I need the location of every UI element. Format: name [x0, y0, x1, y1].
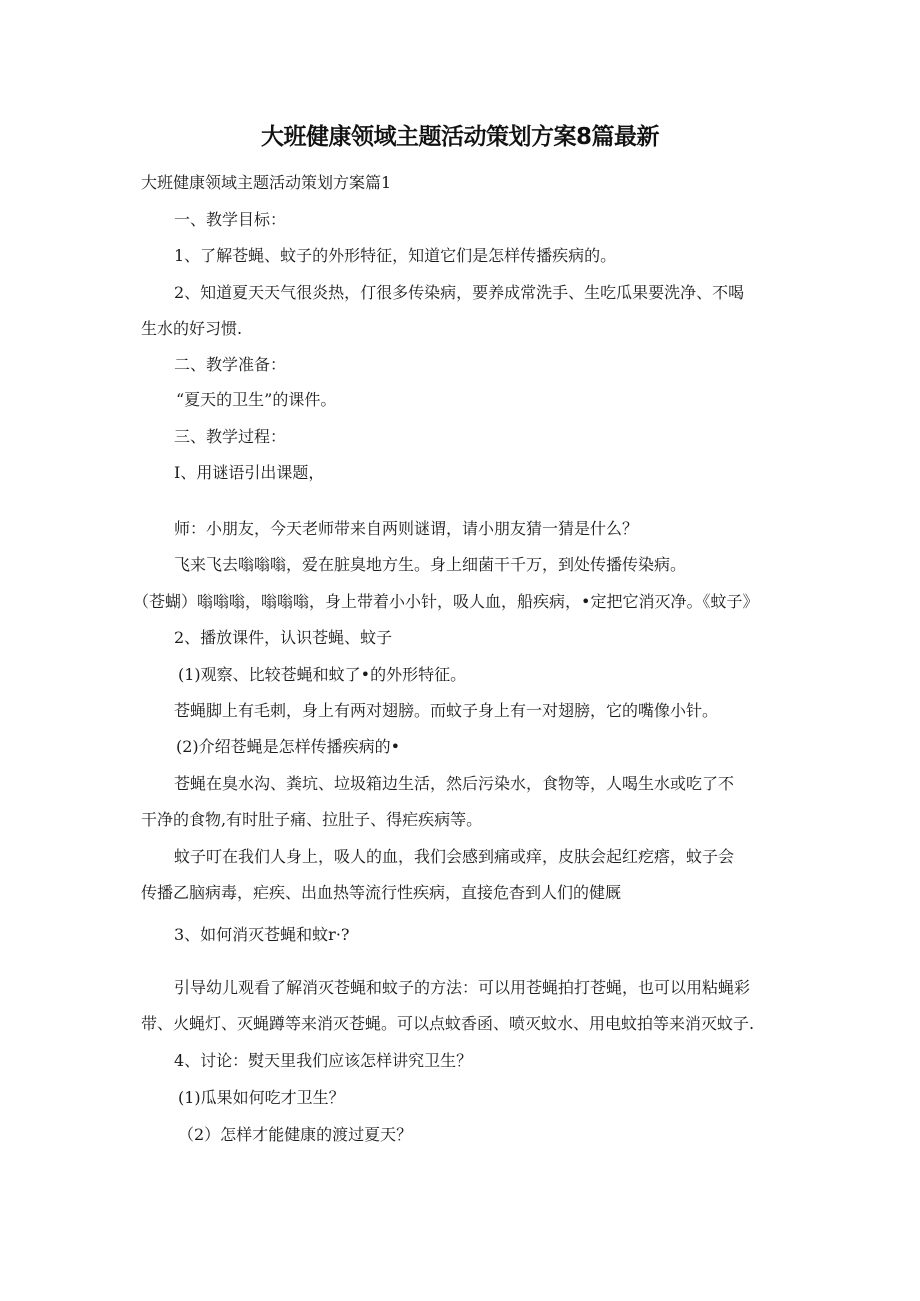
paragraph-line: I、用谜语引出课题， [174, 463, 325, 482]
paragraph-line: 三、教学过程： [174, 427, 287, 446]
paragraph-line: 4、讨论：熨天里我们应该怎样讲究卫生？ [174, 1051, 473, 1070]
paragraph-line: 二、教学准备： [174, 355, 287, 374]
paragraph-line: “夏天的卫生”的课件。 [176, 390, 337, 409]
paragraph-line: 干净的食物,有时肚子痛、拉肚子、得疟疾病等。 [141, 810, 483, 829]
paragraph-line: 一、教学目标： [174, 210, 287, 229]
paragraph-line: 引导幼儿观看了解消灭苍蝇和蚊子的方法：可以用苍蝇拍打苍蝇，也可以用粘蝇彩 [174, 978, 751, 997]
paragraph-line: 带、火蝇灯、灭蝇蹲等来消灭苍蝇。可以点蚊香函、喷灭蚊水、用电蚊拍等来消灭蚊子. [141, 1014, 755, 1033]
paragraph-line: 蚊子叮在我们人身上，吸人的血，我们会感到痛或痒，皮肤会起红疙瘩，蚊子会 [174, 847, 735, 866]
paragraph-line: 1、了解苍蝇、蚊子的外形特征，知道它们是怎样传播疾病的。 [174, 246, 617, 265]
paragraph-line: 师：小朋友，今天老师带来自两则谜谓，请小朋友猜一猜是什么？ [174, 519, 639, 538]
paragraph-line: 苍蝇在臭水沟、粪坑、垃圾箱边生活，然后污染水，食物等，人喝生水或吃了不 [174, 774, 735, 793]
paragraph-line: (1)观察、比较苍蝇和蚊了•的外形特征。 [178, 665, 467, 684]
paragraph-line: （2）怎样才能健康的渡过夏天？ [178, 1125, 413, 1144]
paragraph-line: (2)介绍苍蝇是怎样传播疾病的• [176, 737, 401, 756]
paragraph-line: 苍蝇脚上有毛刺，身上有两对翅膀。而蚊子身上有一对翅膀，它的嘴像小针。 [174, 701, 719, 720]
paragraph-line: 传播乙脑病毒，疟疾、出血热等流行性疾病，直接危杳到人们的健厩 [141, 883, 622, 902]
paragraph-line: 2、知道夏天天气很炎热，仃很多传染病，要养成常洗手、生吃瓜果要洗净、不喝 [174, 283, 745, 302]
paragraph-line: 生水的好习惯. [141, 319, 243, 338]
document-title: 大班健康领域主题活动策划方案8篇最新 [260, 124, 659, 150]
paragraph-line: （苍蝴）嗡嗡嗡，嗡嗡嗡，身上带着小小针，吸人血，船疾病，•定把它消灭净。《蚊子》 [133, 592, 759, 611]
paragraph-line: (1)瓜果如何吃才卫生？ [178, 1088, 345, 1107]
paragraph-line: 2、播放课件，认识苍蝇、蚊子 [174, 628, 393, 647]
paragraph-line: 3、如何消灭苍蝇和蚊r·? [174, 925, 350, 944]
paragraph-line: 飞来飞去嗡嗡嗡，爱在脏臭地方生。身上细菌干千万，到处传播传染病。 [174, 555, 687, 574]
section-heading: 大班健康领域主题活动策划方案篇1 [141, 173, 392, 192]
